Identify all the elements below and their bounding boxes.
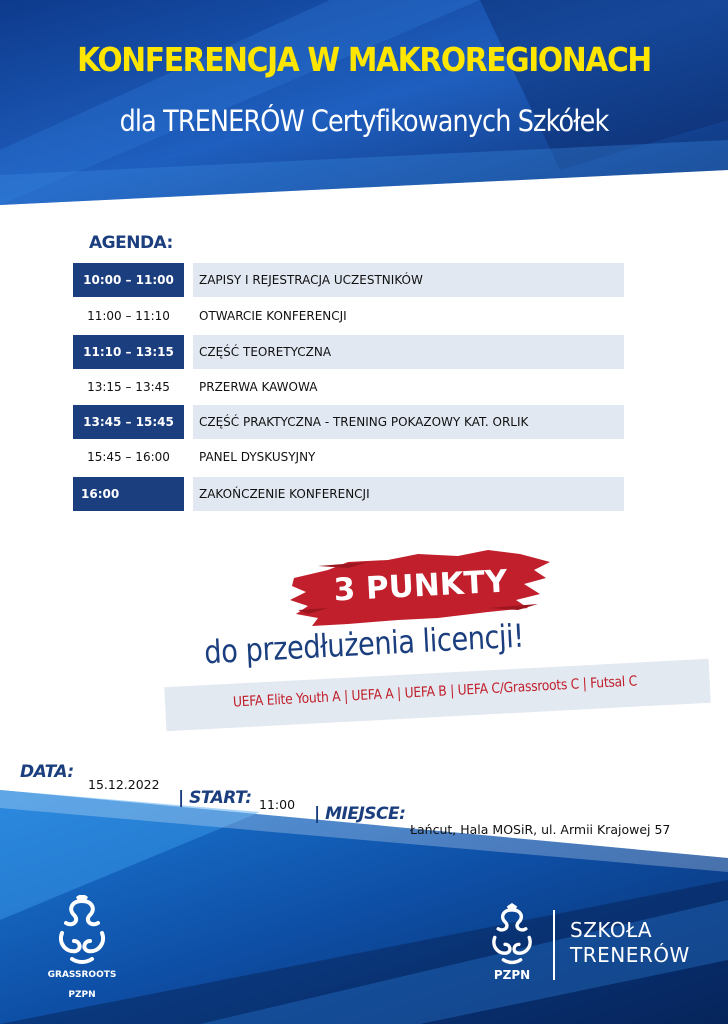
school-line-1: SZKOŁA xyxy=(570,918,653,942)
licenses-list: UEFA Elite Youth A | UEFA A | UEFA B | UEFA C/Grassroots C | Futsal C xyxy=(232,673,638,711)
agenda-row xyxy=(73,370,624,404)
points-subtitle: do przedłużenia licencji! xyxy=(203,616,525,672)
agenda-heading: AGENDA: xyxy=(89,233,173,253)
agenda-row xyxy=(73,299,624,333)
school-name xyxy=(570,918,690,968)
agenda-time: 15:45 – 16:00 xyxy=(87,450,170,464)
agenda-time: 13:15 – 13:45 xyxy=(87,380,170,394)
agenda-time: 11:10 – 13:15 xyxy=(73,335,184,369)
grassroots-pzpn-label: PZPN xyxy=(68,990,96,1000)
agenda-row xyxy=(73,405,624,439)
pzpn-label: PZPN xyxy=(493,968,531,982)
grassroots-label: GRASSROOTS xyxy=(47,970,117,980)
start-label: | START: xyxy=(178,788,252,808)
agenda-time: 10:00 – 11:00 xyxy=(73,263,184,297)
agenda-item-label: ZAPISY I REJESTRACJA UCZESTNIKÓW xyxy=(193,263,624,297)
school-line-2: TRENERÓW xyxy=(570,943,690,967)
place-value: Łańcut, Hala MOSiR, ul. Armii Krajowej 57 xyxy=(410,822,671,837)
agenda-time: 16:00 xyxy=(73,477,184,511)
date-value: 15.12.2022 xyxy=(88,777,160,792)
agenda-row xyxy=(73,440,624,474)
agenda-row xyxy=(73,477,624,511)
place-label: | MIEJSCE: xyxy=(314,804,406,824)
agenda-time: 11:00 – 11:10 xyxy=(87,309,170,323)
agenda-row xyxy=(73,263,624,297)
points-badge xyxy=(288,548,553,628)
pzpn-eagle-logo-icon xyxy=(484,903,540,965)
date-label: DATA: xyxy=(20,762,74,782)
agenda-item-label: CZĘŚĆ TEORETYCZNA xyxy=(193,335,624,369)
agenda-row xyxy=(73,335,624,369)
agenda-time: 13:45 – 15:45 xyxy=(73,405,184,439)
conference-title: KONFERENCJA W MAKROREGIONACH xyxy=(77,40,651,79)
footer-divider xyxy=(553,910,555,980)
start-value: 11:00 xyxy=(259,797,296,812)
agenda-item-label: PRZERWA KAWOWA xyxy=(199,380,318,394)
agenda-item-label: OTWARCIE KONFERENCJI xyxy=(199,309,347,323)
agenda-item-label: ZAKOŃCZENIE KONFERENCJI xyxy=(193,477,624,511)
points-badge-text: 3 PUNKTY xyxy=(332,563,509,609)
agenda-item-label: CZĘŚĆ PRAKTYCZNA - TRENING POKAZOWY KAT. ORLIK xyxy=(193,405,624,439)
grassroots-logo-icon xyxy=(50,895,114,967)
conference-subtitle: dla TRENERÓW Certyfikowanych Szkółek xyxy=(119,104,609,138)
agenda-item-label: PANEL DYSKUSYJNY xyxy=(199,450,316,464)
